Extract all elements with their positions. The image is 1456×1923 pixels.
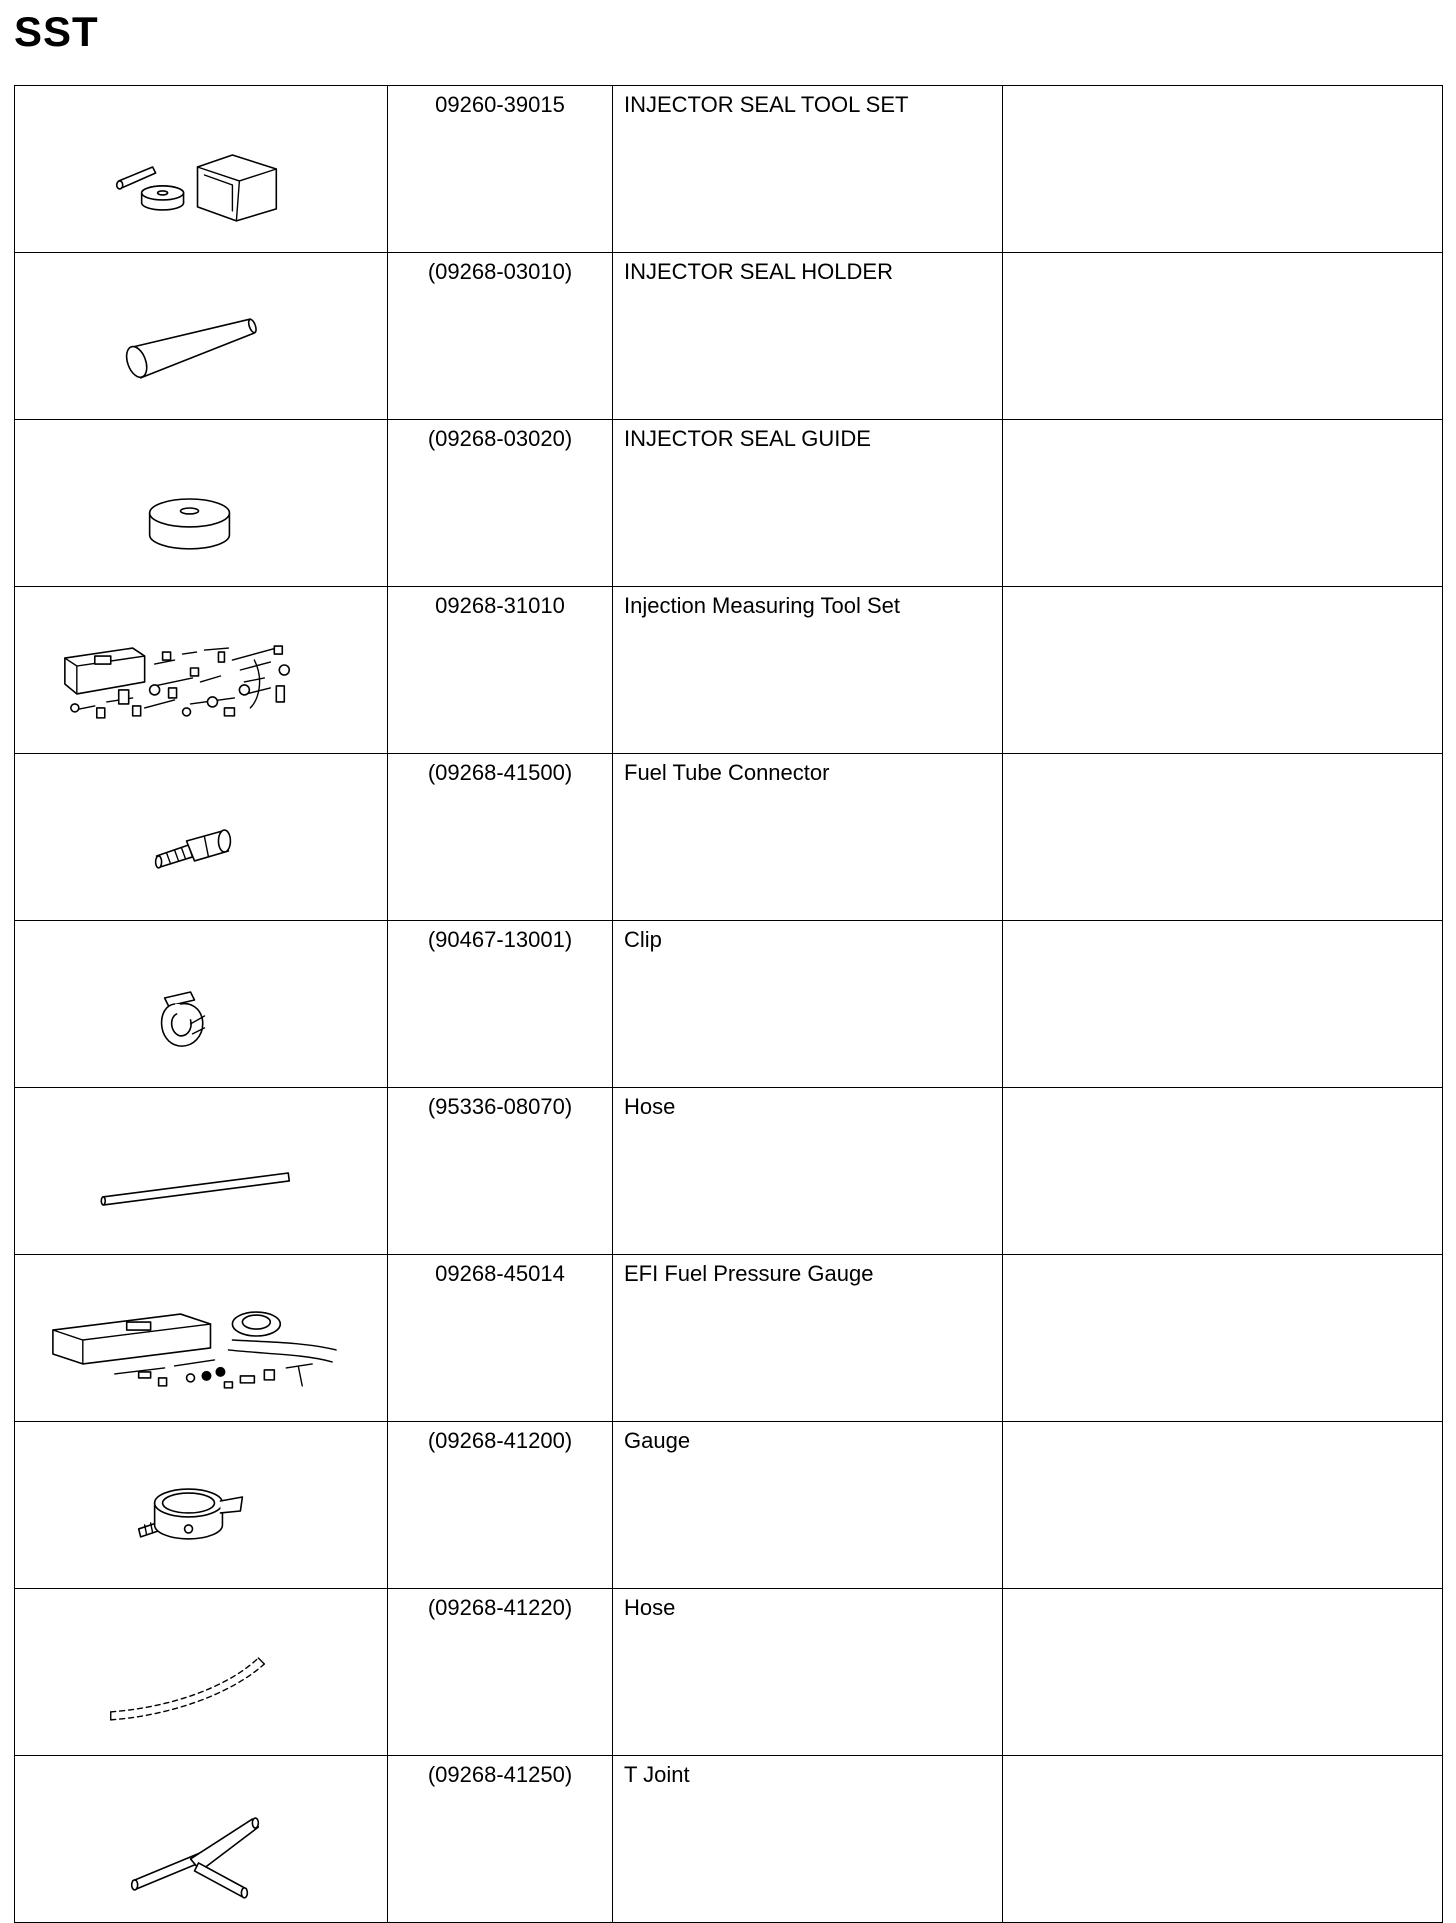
tool-name: Hose [613, 1589, 1003, 1756]
tool-image-cell [15, 253, 388, 420]
tool-name: EFI Fuel Pressure Gauge [613, 1255, 1003, 1422]
part-number: (09268-41200) [388, 1422, 613, 1589]
tool-image-cell [15, 921, 388, 1088]
tool-image-cell [15, 1756, 388, 1923]
sst-table [14, 85, 1443, 1923]
table-row [15, 1756, 1443, 1923]
note-cell [1003, 1589, 1443, 1756]
note-cell [1003, 587, 1443, 754]
part-number: 09268-45014 [388, 1255, 613, 1422]
table-row [15, 587, 1443, 754]
note-cell [1003, 420, 1443, 587]
part-number: (09268-03020) [388, 420, 613, 587]
part-number: (95336-08070) [388, 1088, 613, 1255]
part-number: (09268-41220) [388, 1589, 613, 1756]
note-cell [1003, 1422, 1443, 1589]
tool-name: Hose [613, 1088, 1003, 1255]
table-row [15, 1422, 1443, 1589]
table-row [15, 420, 1443, 587]
note-cell [1003, 1255, 1443, 1422]
injector-seal-guide-icon [15, 420, 387, 586]
tool-image-cell [15, 587, 388, 754]
tool-image-cell [15, 1589, 388, 1756]
tool-image-cell [15, 1422, 388, 1589]
table-row [15, 86, 1443, 253]
tool-image-cell [15, 1088, 388, 1255]
tool-name: INJECTOR SEAL GUIDE [613, 420, 1003, 587]
efi-fuel-pressure-gauge-icon [15, 1255, 387, 1421]
part-number: (09268-41250) [388, 1756, 613, 1923]
tool-name: Fuel Tube Connector [613, 754, 1003, 921]
tool-name: T Joint [613, 1756, 1003, 1923]
page-title: SST [14, 8, 99, 55]
hose-icon [15, 1088, 387, 1254]
tool-name: Injection Measuring Tool Set [613, 587, 1003, 754]
tool-name: Clip [613, 921, 1003, 1088]
curved-hose-icon [15, 1589, 387, 1755]
note-cell [1003, 754, 1443, 921]
tool-name: INJECTOR SEAL HOLDER [613, 253, 1003, 420]
note-cell [1003, 253, 1443, 420]
fuel-tube-connector-icon [15, 754, 387, 920]
part-number: 09260-39015 [388, 86, 613, 253]
table-row [15, 921, 1443, 1088]
table-row [15, 1088, 1443, 1255]
note-cell [1003, 1756, 1443, 1923]
tool-image-cell [15, 1255, 388, 1422]
note-cell [1003, 1088, 1443, 1255]
t-joint-icon [15, 1756, 387, 1922]
clip-icon [15, 921, 387, 1087]
table-row [15, 754, 1443, 921]
part-number: (90467-13001) [388, 921, 613, 1088]
injector-seal-tool-set-icon [15, 86, 387, 252]
tool-image-cell [15, 420, 388, 587]
injection-measuring-tool-set-icon [15, 587, 387, 753]
note-cell [1003, 86, 1443, 253]
table-row [15, 1589, 1443, 1756]
tool-name: Gauge [613, 1422, 1003, 1589]
part-number: (09268-03010) [388, 253, 613, 420]
part-number: 09268-31010 [388, 587, 613, 754]
table-row [15, 253, 1443, 420]
part-number: (09268-41500) [388, 754, 613, 921]
tool-name: INJECTOR SEAL TOOL SET [613, 86, 1003, 253]
tool-image-cell [15, 754, 388, 921]
table-row [15, 1255, 1443, 1422]
note-cell [1003, 921, 1443, 1088]
injector-seal-holder-icon [15, 253, 387, 419]
gauge-icon [15, 1422, 387, 1588]
tool-image-cell [15, 86, 388, 253]
